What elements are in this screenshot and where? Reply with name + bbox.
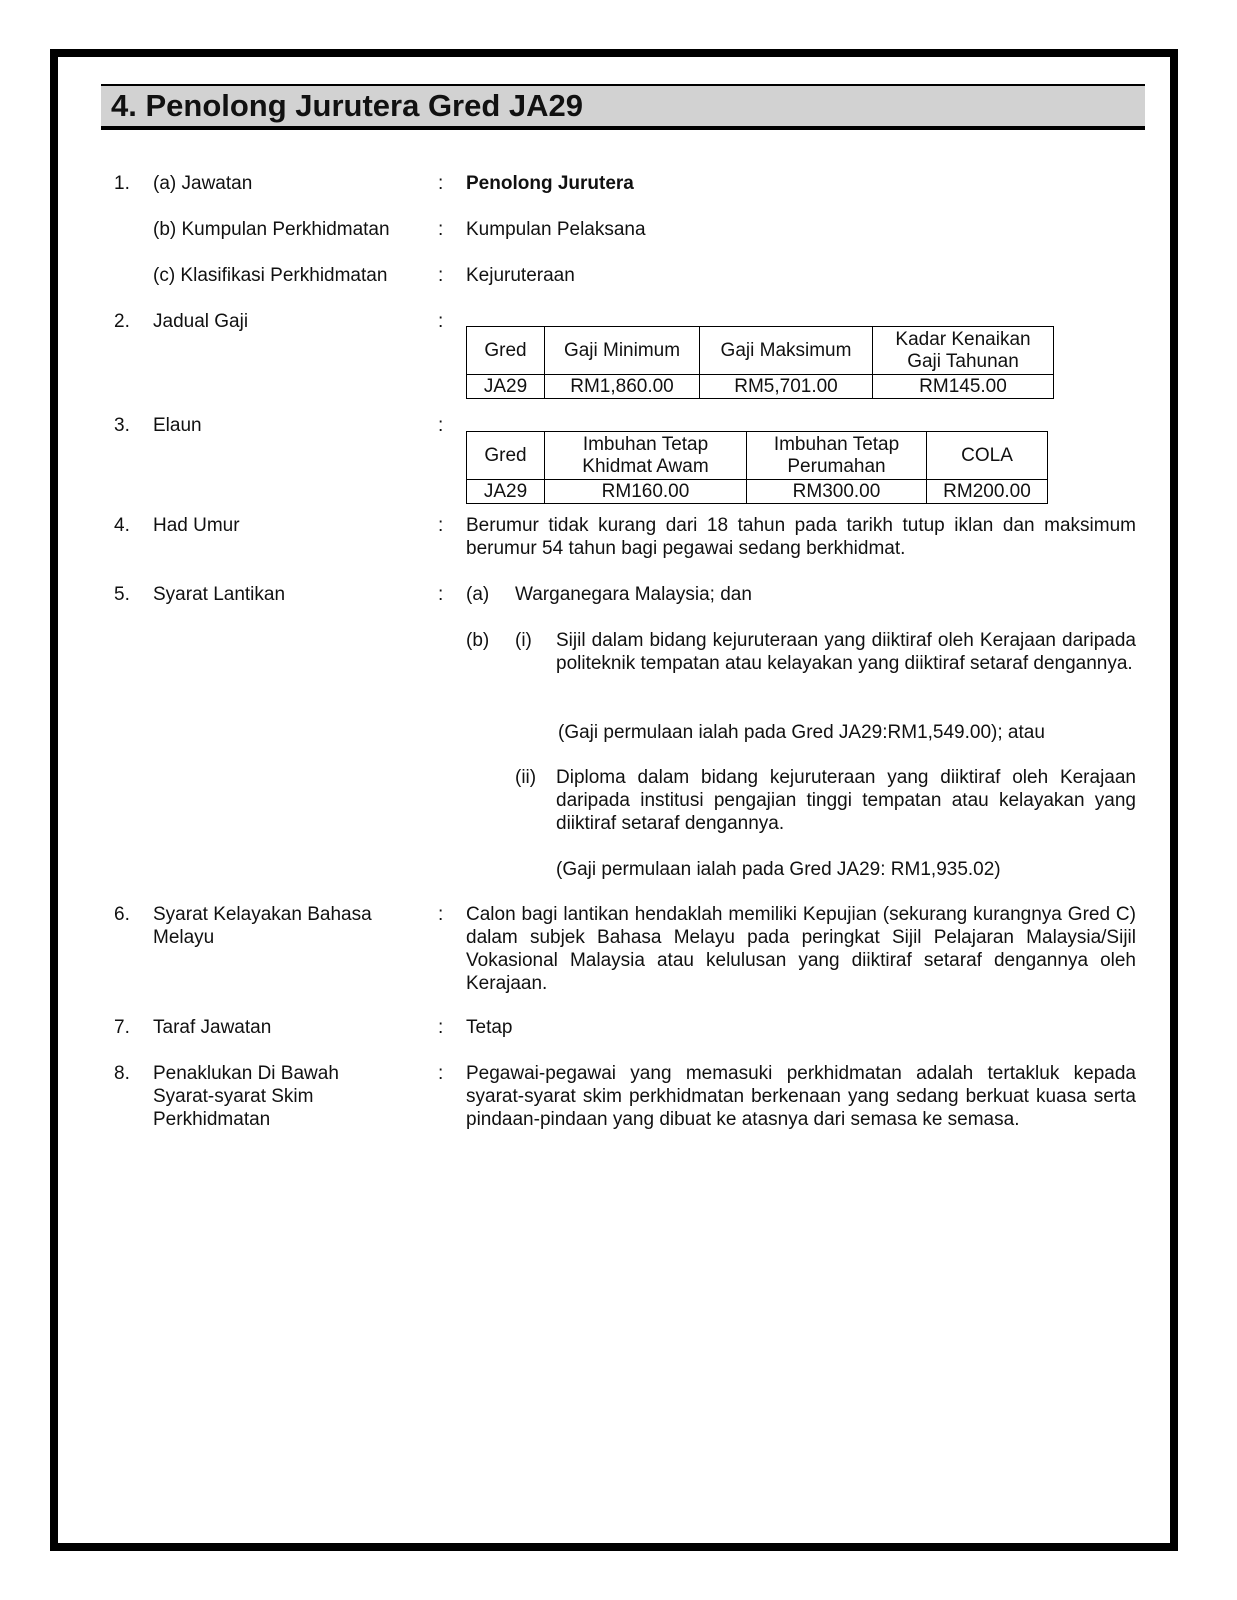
klasifikasi-label: (c) Klasifikasi Perkhidmatan: [153, 265, 388, 286]
table-cell: RM145.00: [873, 375, 1054, 399]
kumpulan-label: (b) Kumpulan Perkhidmatan: [153, 219, 390, 240]
header-cell: Imbuhan Tetap Khidmat Awam: [545, 432, 747, 480]
had-umur-label: Had Umur: [153, 515, 240, 536]
table-cell: RM300.00: [747, 480, 927, 504]
jawatan-label: (a) Jawatan: [153, 173, 253, 194]
colon: :: [438, 1017, 444, 1038]
table-header-row: [467, 432, 1048, 480]
colon: :: [438, 584, 444, 605]
penaklukan-text: Pegawai-pegawai yang memasuki perkhidmatan adalah tertakluk kepada syarat-syarat skim perkhidmatan berkenaan yang sedang berkuat kuasa serta pindaan-pindaan yang dibuat ke atasnya dari semasa ke semasa.: [466, 1063, 1136, 1130]
condition-b-marker: (b): [466, 630, 490, 651]
header-cell: Kadar Kenaikan Gaji Tahunan: [873, 327, 1054, 375]
item-5-number: 5.: [114, 584, 130, 605]
table-row: [467, 375, 1054, 399]
colon: :: [438, 515, 444, 536]
table-cell: RM5,701.00: [700, 375, 873, 399]
header-cell: COLA: [927, 432, 1048, 480]
klasifikasi-value: Kejuruteraan: [466, 265, 575, 286]
table-cell: RM1,860.00: [545, 375, 700, 399]
bahasa-label-line2: Melayu: [153, 927, 215, 948]
colon: :: [438, 1063, 444, 1084]
penaklukan-label-line1: Penaklukan Di Bawah: [153, 1063, 339, 1084]
condition-a-marker: (a): [466, 584, 490, 605]
colon: :: [438, 311, 444, 332]
penaklukan-label-line3: Perkhidmatan: [153, 1109, 271, 1130]
item-7-number: 7.: [114, 1017, 130, 1038]
header-cell: Gaji Maksimum: [700, 327, 873, 375]
salary-table: [466, 326, 1054, 399]
elaun-label: Elaun: [153, 415, 202, 436]
condition-b-ii-marker: (ii): [515, 767, 537, 788]
syarat-lantikan-label: Syarat Lantikan: [153, 584, 286, 605]
table-row: [467, 480, 1048, 504]
colon: :: [438, 904, 444, 925]
kumpulan-value: Kumpulan Pelaksana: [466, 219, 646, 240]
condition-b-i-marker: (i): [515, 630, 532, 651]
condition-b-i-note: (Gaji permulaan ialah pada Gred JA29:RM1,549.00); atau: [558, 722, 1045, 743]
table-cell: RM160.00: [545, 480, 747, 504]
item-3-number: 3.: [114, 415, 130, 436]
jawatan-value: Penolong Jurutera: [466, 173, 634, 194]
bahasa-label-line1: Syarat Kelayakan Bahasa: [153, 904, 372, 925]
table-cell: RM200.00: [927, 480, 1048, 504]
item-6-number: 6.: [114, 904, 130, 925]
jadual-gaji-label: Jadual Gaji: [153, 311, 249, 332]
section-heading: 4. Penolong Jurutera Gred JA29: [101, 84, 1145, 130]
table-cell: JA29: [467, 375, 545, 399]
table-header-row: [467, 327, 1054, 375]
item-4-number: 4.: [114, 515, 130, 536]
colon: :: [438, 219, 444, 240]
item-1-number: 1.: [114, 173, 130, 194]
taraf-jawatan-value: Tetap: [466, 1017, 513, 1038]
header-cell: Gred: [467, 327, 545, 375]
taraf-jawatan-label: Taraf Jawatan: [153, 1017, 272, 1038]
condition-b-ii-note: (Gaji permulaan ialah pada Gred JA29: RM1,935.02): [556, 859, 1001, 880]
colon: :: [438, 415, 444, 436]
bahasa-text: Calon bagi lantikan hendaklah memiliki Kepujian (sekurang kurangnya Gred C) dalam subjek Bahasa Melayu pada peringkat Sijil Pelajaran Malaysia/Sijil Vokasional Malaysia atau kelulusan yang diiktiraf setaraf dengannya oleh Kerajaan.: [466, 904, 1136, 994]
item-8-number: 8.: [114, 1063, 130, 1084]
colon: :: [438, 173, 444, 194]
allowance-table: [466, 431, 1048, 504]
header-cell: Gred: [467, 432, 545, 480]
had-umur-text: Berumur tidak kurang dari 18 tahun pada tarikh tutup iklan dan maksimum berumur 54 tahun bagi pegawai sedang berkhidmat.: [466, 515, 1136, 559]
header-cell: Gaji Minimum: [545, 327, 700, 375]
condition-b-i-text: Sijil dalam bidang kejuruteraan yang diiktiraf oleh Kerajaan daripada politeknik tempatan atau kelayakan yang diiktiraf setaraf dengannya.: [556, 630, 1136, 674]
colon: :: [438, 265, 444, 286]
penaklukan-label-line2: Syarat-syarat Skim: [153, 1086, 314, 1107]
item-2-number: 2.: [114, 311, 130, 332]
condition-a-text: Warganegara Malaysia; dan: [515, 584, 752, 605]
header-cell: Imbuhan Tetap Perumahan: [747, 432, 927, 480]
condition-b-ii-text: Diploma dalam bidang kejuruteraan yang diiktiraf oleh Kerajaan daripada institusi pengajian tinggi tempatan atau kelayakan yang diiktiraf setaraf dengannya.: [556, 767, 1136, 834]
table-cell: JA29: [467, 480, 545, 504]
